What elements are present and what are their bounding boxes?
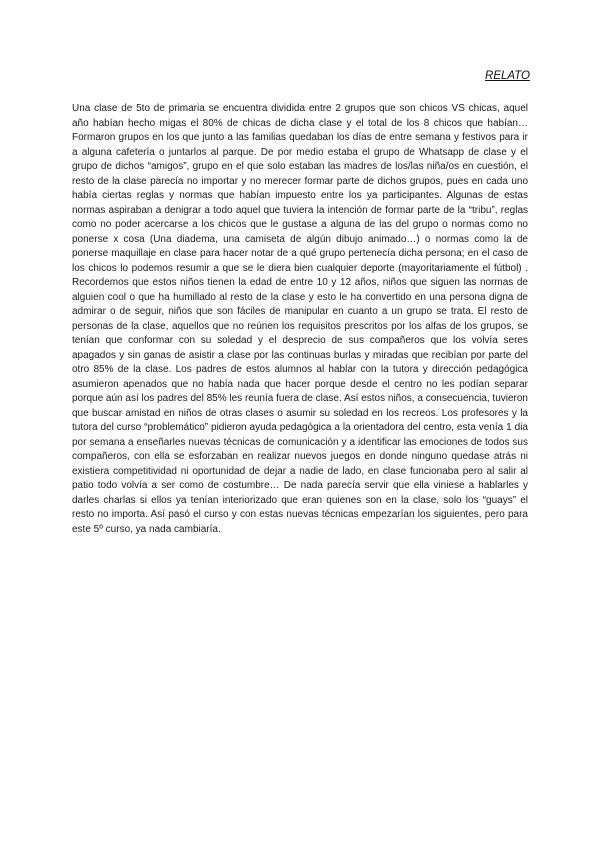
document-body-paragraph: Una clase de 5to de primaria se encuentra dividida entre 2 grupos que son chicos VS chicas, aquel año habían hecho migas el 80% de chicas de dicha clase y el total de los 8 chicos que habían… Formaron grupos en los que junto a las familias quedaban los días de entre semana y festivos para ir a alguna cafetería o juntarlos al parque. De por medio estaba el grupo de Whatsapp de clase y el grupo de dichos “amigos”, grupo en el que solo estaban las madres de los/las niña/os en cuestión, el resto de la clase parecía no importar y no merecer formar parte de dichos grupos, pues en cada uno había ciertas reglas y normas que habían impuesto entre los ya participantes. Algunas de estas normas aspiraban a denigrar a todo aquel que tuviera la intención de formar parte de la “tribu”, reglas como no poder acercarse a los chicos que le gustase a alguna de las del grupo o normas como no ponerse x cosa (Una diadema, una camiseta de algún dibujo animado…) o normas como la de ponerse maquillaje en clase para hacer notar de a qué grupo pertenecía dicha persona; en el caso de los chicos lo podemos resumir a que se le diera bien cualquier deporte (mayoritariamente el fútbol) . Recordemos que estos niños tienen la edad de entre 10 y 12 años, niños que siguen las normas de alguien cool o que ha humillado al resto de la clase y esto le ha convertido en una persona digna de admirar o de seguir, niños que son fáciles de manipular en cuanto a un grupo se trata. El resto de personas de la clase, aquellos que no reúnen los requisitos prescritos por los alfas de los grupos, se tenían que conformar con su soledad y el desprecio de sus compañeros que los volvía seres apagados y sin ganas de asistir a clase por las continuas burlas y miradas que recibían por parte del otro 85% de la clase. Los padres de estos alumnos al hablar con la tutora y dirección pedagógica asumieron apenados que no había nada que hacer porque desde el centro no les podían separar porque aún así los padres del 85% les reunía fuera de clase. Así estos niños, a consecuencia, tuvieron que buscar amistad en niños de otras clases o asumir su soledad en los recreos. Los profesores y la tutora del curso “problemático” pidieron ayuda pedagógica a la orientadora del centro, esta venía 1 dia por semana a enseñarles nuevas técnicas de comunicación y a identificar las emociones de todos sus compañeros, con ella se esforzaban en realizar nuevos juegos en donde ninguno quedase atrás ni existiera competitividad ni oportunidad de dejar a nadie de lado, en clase funcionaba pero al salir al patio todo volvía a ser como de costumbre… De nada parecía servir que ella viniese a hablarles y darles charlas si ellos ya tenían interiorizado que eran quienes son en la clase, solo los “guays” el resto no importa. Así pasó el curso y con estas nuevas técnicas empezarían los siguientes, pero para este 5º curso, ya nada cambiaría. — [72, 103, 528, 535]
document-title: RELATO — [485, 70, 530, 82]
